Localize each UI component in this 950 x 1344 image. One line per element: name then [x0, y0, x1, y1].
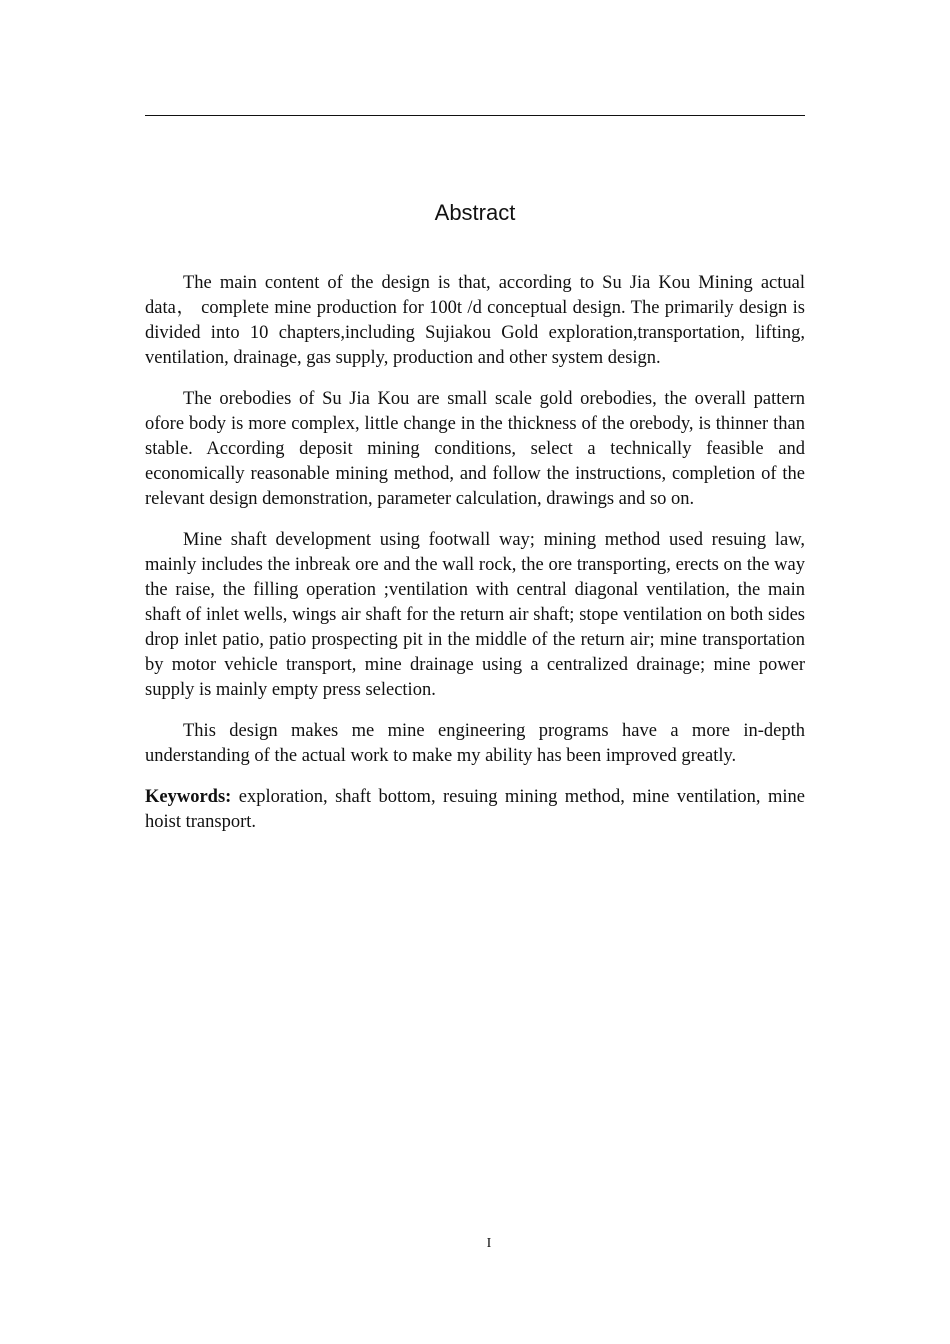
abstract-paragraph-2: The orebodies of Su Jia Kou are small scale gold orebodies, the overall pattern ofore body is more complex, little change in the thickness of the orebody, is thinner than stable. According deposit mining conditions, select a technically feasible and economically reasonable mining method, and follow the instructions, completion of the relevant design demonstration, parameter calculation, drawings and so on. — [145, 389, 805, 509]
page-number: I — [486, 1236, 492, 1251]
keywords-line — [145, 785, 805, 835]
keywords-text: exploration, shaft bottom, resuing mining method, mine ventilation, mine hoist transport. — [145, 787, 805, 832]
keywords-label: Keywords: — [145, 787, 232, 807]
abstract-body — [145, 271, 805, 851]
page-title: Abstract — [434, 200, 516, 225]
abstract-paragraph-4: This design makes me mine engineering programs have a more in-depth understanding of the actual work to make my ability has been improved greatly. — [145, 721, 805, 766]
abstract-paragraph-1: The main content of the design is that, according to Su Jia Kou Mining actual data， complete mine production for 100t /d conceptual design. The primarily design is divided into 10 chapters,including Sujiakou Gold exploration,transportation, lifting, ventilation, drainage, gas supply, production and other system design. — [145, 273, 805, 368]
abstract-paragraph-3: Mine shaft development using footwall way; mining method used resuing law, mainly includes the inbreak ore and the wall rock, the ore transporting, erects on the way the raise, the filling operation ;ventilation with central diagonal ventilation, the main shaft of inlet wells, wings air shaft for the return air shaft; stope ventilation on both sides drop inlet patio, patio prospecting pit in the middle of the return air; mine transportation by motor vehicle transport, mine drainage using a centralized drainage; mine power supply is mainly empty press selection. — [145, 530, 805, 700]
header-rule — [145, 115, 805, 116]
